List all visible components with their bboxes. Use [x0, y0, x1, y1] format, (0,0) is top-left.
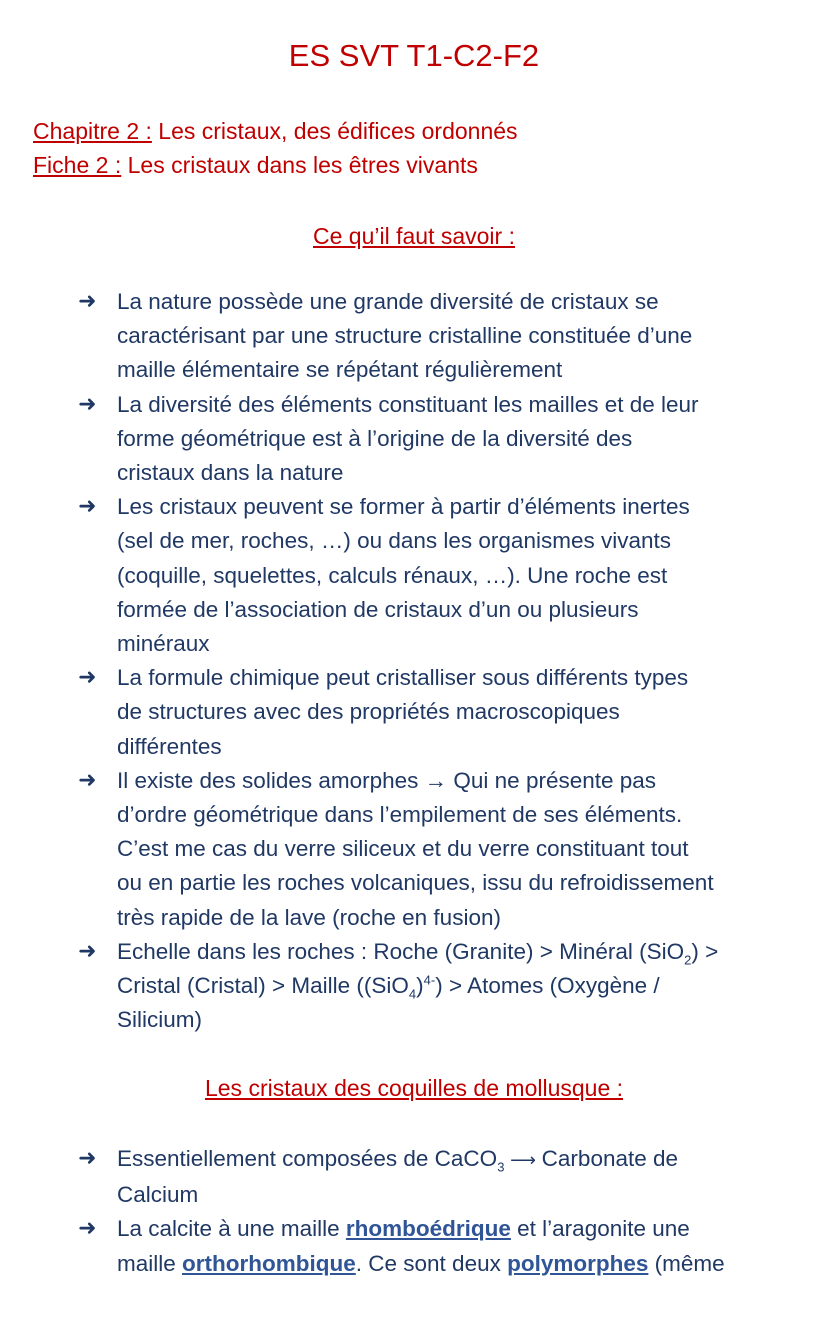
sheet-heading	[33, 148, 478, 182]
chapter-label: Chapitre 2 :	[33, 118, 152, 144]
keyword-polymorphes: polymorphes	[507, 1250, 649, 1276]
savoir-bullet-list	[0, 285, 828, 1037]
long-arrow-icon: ⟶	[504, 1150, 542, 1171]
arrow-icon: ➜	[78, 1146, 97, 1171]
chapter-heading	[33, 114, 518, 148]
list-item: ➜ La diversité des éléments constituant les mailles et de leur forme géométrique est à l’origine de la diversité des cristaux dans la nature	[0, 388, 828, 491]
list-item: ➜ La nature possède une grande diversité de cristaux se caractérisant par une structure cristalline constituée d’une maille élémentaire se répétant régulièrement	[0, 285, 828, 388]
arrow-icon: ➜	[78, 494, 97, 520]
list-item: ➜ Il existe des solides amorphes → Qui ne présente pas d’ordre géométrique dans l’empilement de ses éléments. C’est me cas du verre siliceux et du verre constituant tout ou en partie les roches volcaniques, issu du refroidissement très rapide de la lave (roche en fusion)	[0, 764, 828, 935]
arrow-icon: ➜	[78, 767, 97, 793]
coquilles-bullet-list	[0, 1142, 828, 1281]
arrow-icon: ➜	[78, 665, 97, 691]
keyword-orthorhombique: orthorhombique	[182, 1250, 356, 1276]
arrow-icon: ➜	[78, 391, 97, 417]
list-item: ➜ Les cristaux peuvent se former à partir d’éléments inertes (sel de mer, roches, …) ou dans les organismes vivants (coquille, squelettes, calculs rénaux, …). Une roche est formée de l’association de cristaux d’un ou plusieurs minéraux	[0, 490, 828, 661]
sheet-label: Fiche 2 :	[33, 152, 122, 178]
list-item: ➜ Echelle dans les roches : Roche (Granite) > Minéral (SiO$_2$) > Cristal (Cristal) > Maille $((SiO_4)^{4-})$ > Atomes (Oxygène / Silicium)	[0, 935, 828, 1038]
list-item: ➜ Essentiellement composées de CaCO$_3$ ⟶ Carbonate de Calcium	[0, 1142, 828, 1212]
arrow-icon: ➜	[78, 1216, 97, 1242]
arrow-icon: ➜	[78, 289, 97, 314]
arrow-icon: ➜	[78, 938, 97, 964]
section-title-coquilles: Les cristaux des coquilles de mollusque :	[204, 1075, 624, 1101]
sheet-text: Les cristaux dans les êtres vivants	[121, 152, 478, 178]
keyword-rhomboedrique: rhomboédrique	[345, 1216, 511, 1242]
list-item: ➜ La calcite à une maille rhomboédrique et l’aragonite une maille orthorhombique. Ce sont deux polymorphes (même	[0, 1212, 828, 1280]
list-item: ➜ La formule chimique peut cristalliser sous différents types de structures avec des propriétés macroscopiques différentes	[0, 661, 828, 764]
section-title-savoir: Ce qu’il faut savoir :	[313, 223, 515, 249]
chapter-text: Les cristaux, des édifices ordonnés	[151, 118, 518, 144]
document-title: ES SVT T1-C2-F2	[288, 38, 540, 73]
